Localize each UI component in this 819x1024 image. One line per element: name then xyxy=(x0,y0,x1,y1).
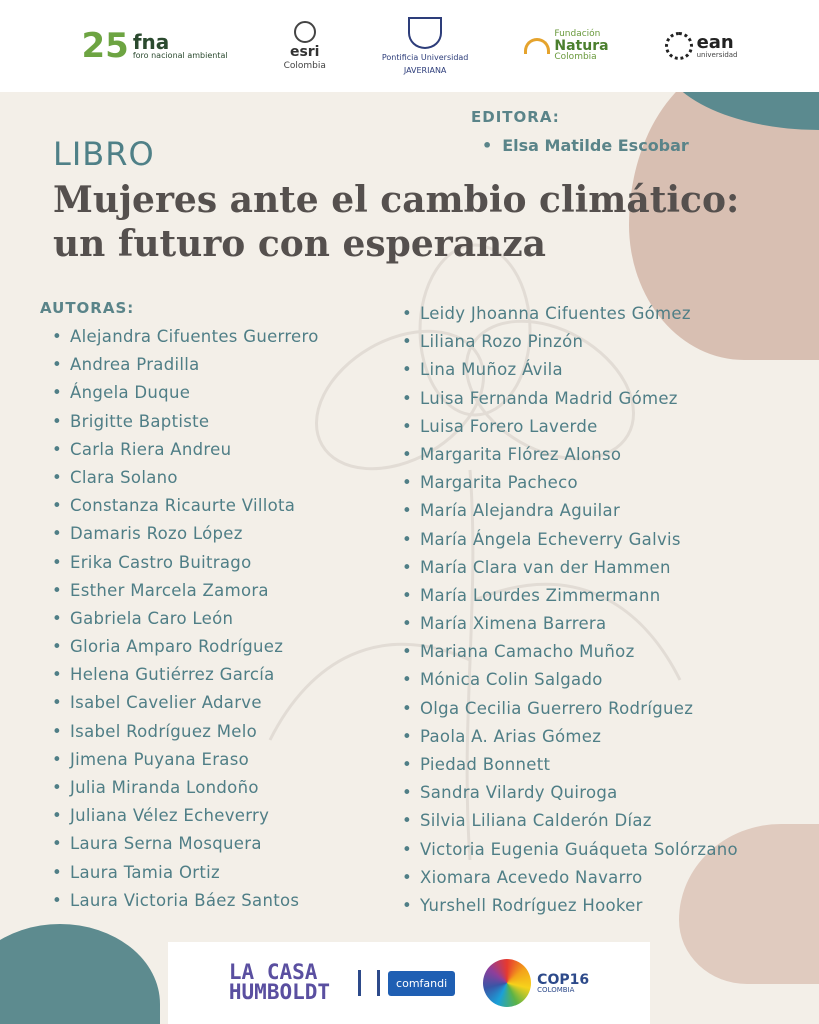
author-item: • María Clara van der Hammen xyxy=(402,554,738,582)
author-item: • Victoria Eugenia Guáqueta Solórzano xyxy=(402,836,738,864)
author-item: • Laura Tamia Ortiz xyxy=(52,859,319,887)
author-item: • Esther Marcela Zamora xyxy=(52,577,319,605)
author-item: • Juliana Vélez Echeverry xyxy=(52,802,319,830)
author-item: • Margarita Flórez Alonso xyxy=(402,441,738,469)
author-item: • Andrea Pradilla xyxy=(52,351,319,379)
author-item: • Luisa Forero Laverde xyxy=(402,413,738,441)
esri-logo: esri Colombia xyxy=(284,21,326,71)
author-item: • Mónica Colin Salgado xyxy=(402,666,738,694)
author-item: • Sandra Vilardy Quiroga xyxy=(402,779,738,807)
emblem-icon xyxy=(358,970,380,996)
author-item: • Gloria Amparo Rodríguez xyxy=(52,633,319,661)
ean-logo: ean universidad xyxy=(665,32,738,60)
author-item: • Laura Serna Mosquera xyxy=(52,830,319,858)
authors-label: AUTORAS: xyxy=(40,299,135,317)
author-item: • Paola A. Arias Gómez xyxy=(402,723,738,751)
author-item: • Laura Victoria Báez Santos xyxy=(52,887,319,915)
author-item: • Yurshell Rodríguez Hooker xyxy=(402,892,738,920)
author-item: • Piedad Bonnett xyxy=(402,751,738,779)
author-item: • Silvia Liliana Calderón Díaz xyxy=(402,807,738,835)
flower-burst-icon xyxy=(483,959,531,1007)
shield-icon xyxy=(408,17,442,49)
author-item: • Constanza Ricaurte Villota xyxy=(52,492,319,520)
author-item: • Lina Muñoz Ávila xyxy=(402,356,738,384)
author-item: • Isabel Rodríguez Melo xyxy=(52,718,319,746)
comfandi-logo: comfandi xyxy=(358,970,455,996)
editor-name: • Elsa Matilde Escobar xyxy=(482,136,689,155)
author-item: • Damaris Rozo López xyxy=(52,520,319,548)
author-item: • Carla Riera Andreu xyxy=(52,436,319,464)
author-item: • Liliana Rozo Pinzón xyxy=(402,328,738,356)
cop16-logo: COP16 COLOMBIA xyxy=(483,959,589,1007)
partner-logos-bottom xyxy=(168,942,650,1024)
author-item: • Xiomara Acevedo Navarro xyxy=(402,864,738,892)
fna-logo: 25 fna foro nacional ambiental xyxy=(81,26,228,66)
author-item: • Leidy Jhoanna Cifuentes Gómez xyxy=(402,300,738,328)
author-item: • María Ángela Echeverry Galvis xyxy=(402,526,738,554)
author-item: • Ángela Duque xyxy=(52,379,319,407)
author-item: • Helena Gutiérrez García xyxy=(52,661,319,689)
author-item: • María Ximena Barrera xyxy=(402,610,738,638)
javeriana-logo: Pontificia Universidad JAVERIANA xyxy=(382,17,469,75)
author-item: • María Alejandra Aguilar xyxy=(402,497,738,525)
book-title: Mujeres ante el cambio climático: un futuro con esperanza xyxy=(53,179,740,265)
author-item: • Alejandra Cifuentes Guerrero xyxy=(52,323,319,351)
author-item: • Mariana Camacho Muñoz xyxy=(402,638,738,666)
dotted-circle-icon xyxy=(665,32,693,60)
book-label: LIBRO xyxy=(53,135,155,173)
author-item: • Isabel Cavelier Adarve xyxy=(52,689,319,717)
author-item: • Olga Cecilia Guerrero Rodríguez xyxy=(402,695,738,723)
decor-blob-bottom-left xyxy=(0,924,160,1024)
partner-logos-top xyxy=(0,0,819,92)
author-item: • Gabriela Caro León xyxy=(52,605,319,633)
authors-list-right xyxy=(402,300,738,920)
editor-label: EDITORA: xyxy=(471,108,560,126)
authors-list-left xyxy=(52,323,319,915)
author-item: • Julia Miranda Londoño xyxy=(52,774,319,802)
author-item: • Jimena Puyana Eraso xyxy=(52,746,319,774)
author-item: • Margarita Pacheco xyxy=(402,469,738,497)
author-item: • Brigitte Baptiste xyxy=(52,408,319,436)
author-item: • María Lourdes Zimmermann xyxy=(402,582,738,610)
natura-logo: Fundación Natura Colombia xyxy=(524,30,608,62)
arc-icon xyxy=(524,38,550,54)
author-item: • Clara Solano xyxy=(52,464,319,492)
globe-icon xyxy=(294,21,316,43)
casa-humboldt-logo: LA CASA HUMBOLDT xyxy=(228,960,331,1004)
author-item: • Luisa Fernanda Madrid Gómez xyxy=(402,385,738,413)
author-item: • Erika Castro Buitrago xyxy=(52,549,319,577)
